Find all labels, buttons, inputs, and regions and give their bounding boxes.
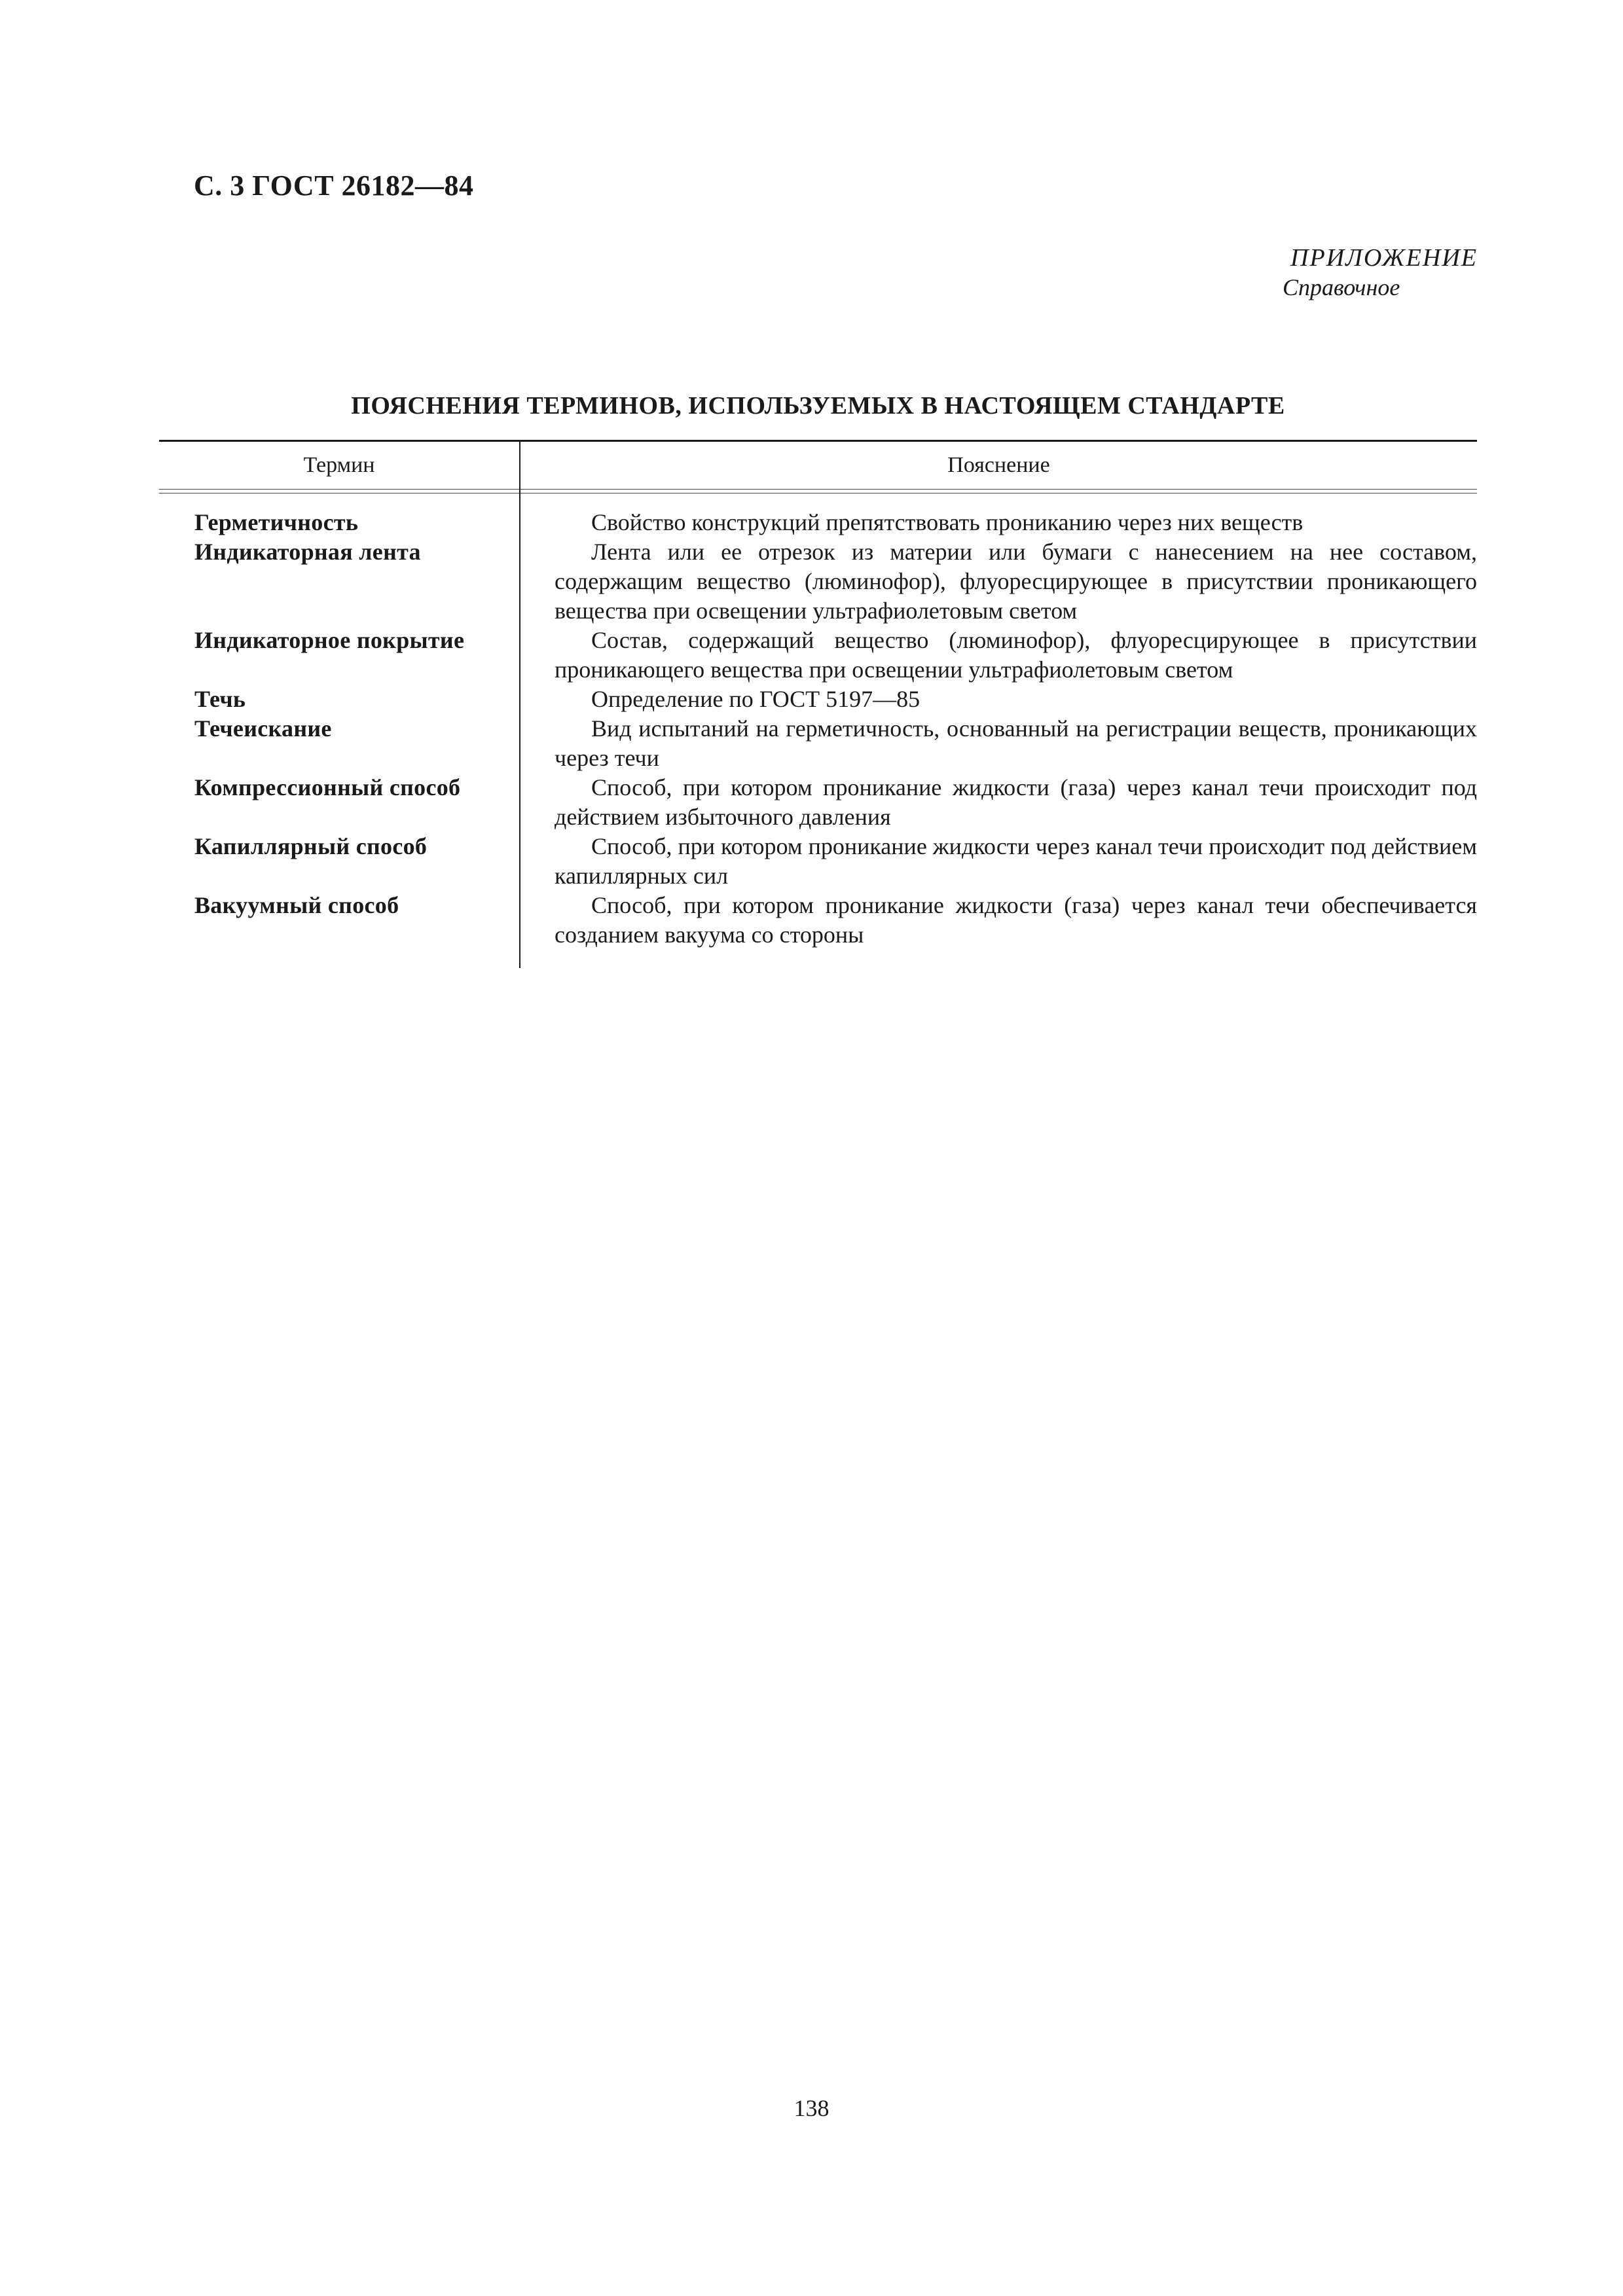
column-header-explanation: Пояснение (520, 441, 1477, 490)
page-number: 138 (793, 2095, 830, 2121)
appendix-type: Справочное (1283, 274, 1400, 300)
table-row (159, 773, 1477, 832)
explanation-cell: Лента или ее отрезок из материи или бумаги с нанесением на нее составом, содержащим вещество (люминофор), флуоресцирующее в присутствии проникающего вещества при освещении ультрафиолетовым светом (555, 539, 1477, 624)
table-row (159, 685, 1477, 714)
explanation-cell: Вид испытаний на герметичность, основанный на регистрации веществ, проникающих через течи (555, 715, 1477, 771)
explanation-cell: Определение по ГОСТ 5197—85 (591, 686, 921, 712)
term-cell: Индикаторное покрытие (159, 626, 520, 685)
document-title: ПОЯСНЕНИЯ ТЕРМИНОВ, ИСПОЛЬЗУЕМЫХ В НАСТОЯЩЕМ СТАНДАРТЕ (351, 392, 1285, 420)
term-cell: Герметичность (159, 508, 520, 537)
page-header: С. 3 ГОСТ 26182—84 (194, 170, 474, 202)
table-row (159, 891, 1477, 950)
table-bottom-spacer (159, 950, 1477, 968)
terms-table (159, 440, 1477, 968)
column-header-term: Термин (159, 441, 520, 490)
explanation-cell: Способ, при котором проникание жидкости (газа) через канал течи происходит под действием избыточного давления (555, 774, 1477, 830)
table-row (159, 537, 1477, 626)
explanation-cell: Состав, содержащий вещество (люминофор), флуоресцирующее в присутствии проникающего вещества при освещении ультрафиолетовым светом (555, 627, 1477, 683)
term-cell: Течеискание (159, 714, 520, 773)
table-top-spacer (159, 493, 1477, 508)
appendix-block (1283, 243, 1478, 301)
term-cell: Вакуумный способ (159, 891, 520, 950)
table-row (159, 714, 1477, 773)
table-header-row (159, 441, 1477, 490)
table-row (159, 626, 1477, 685)
explanation-cell: Способ, при котором проникание жидкости через канал течи происходит под действием капиллярных сил (555, 833, 1477, 889)
appendix-label: ПРИЛОЖЕНИЕ (1290, 244, 1478, 272)
term-cell: Индикаторная лента (159, 537, 520, 626)
term-cell: Капиллярный способ (159, 832, 520, 891)
term-cell: Течь (159, 685, 520, 714)
table-row (159, 508, 1477, 537)
table-row (159, 832, 1477, 891)
explanation-cell: Свойство конструкций препятствовать прониканию через них веществ (591, 509, 1304, 535)
explanation-cell: Способ, при котором проникание жидкости (газа) через канал течи обеспечивается созданием вакуума со стороны (555, 892, 1477, 948)
term-cell: Компрессионный способ (159, 773, 520, 832)
